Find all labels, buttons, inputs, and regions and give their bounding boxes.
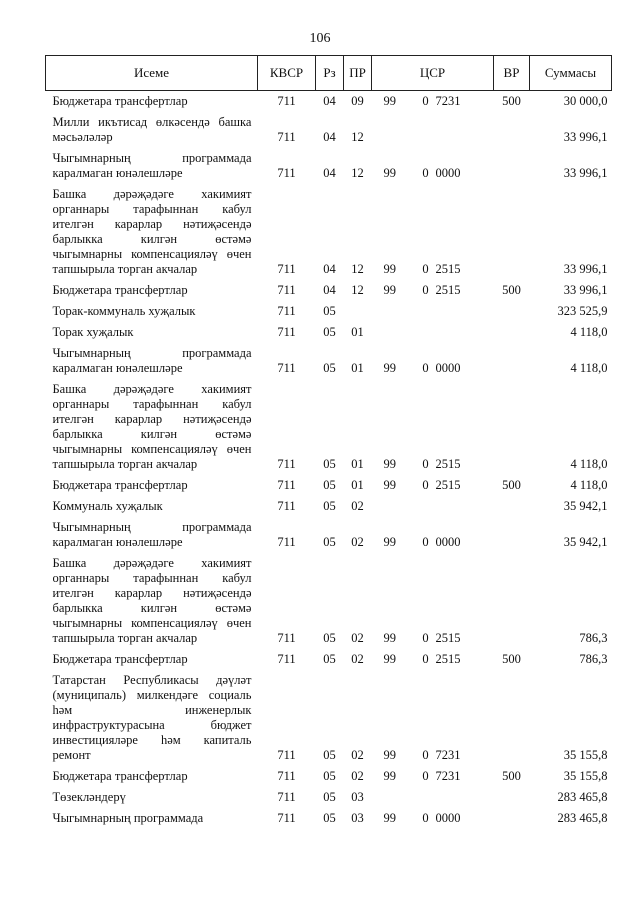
table-row [46, 808, 612, 829]
row-csr-program: 99 [383, 262, 396, 276]
row-kvsr: 711 [277, 478, 296, 492]
row-csr-subprogram: 0 [422, 631, 429, 645]
row-vr: 500 [502, 769, 521, 783]
row-kvsr: 711 [277, 457, 296, 471]
row-rz: 05 [323, 790, 336, 804]
page-number: 106 [309, 31, 331, 46]
row-csr-subprogram: 0 [422, 769, 429, 783]
row-sum: 4 118,0 [570, 361, 608, 375]
row-vr [494, 517, 530, 553]
table-row [46, 787, 612, 808]
row-kvsr: 711 [277, 361, 296, 375]
row-pr: 12 [351, 262, 364, 276]
row-rz: 05 [323, 652, 336, 666]
row-sum: 35 155,8 [563, 748, 608, 762]
table-row [46, 496, 612, 517]
row-name: Коммуналь хуҗалык [52, 499, 163, 513]
row-name: Татарстан Республикасы дәүләт (муниципаль) милкендәге социаль һәм инженерлык инфраструктурасына бюджет инвестицияләре һәм капиталь ремонт [52, 673, 252, 762]
row-name: Чыгымнарның программада каралмаган юнәлешләре [52, 520, 252, 549]
row-sum: 283 465,8 [557, 790, 608, 804]
row-pr: 02 [351, 499, 364, 513]
row-pr: 12 [351, 130, 364, 144]
row-rz: 04 [323, 130, 336, 144]
row-vr: 500 [502, 652, 521, 666]
row-csr-program: 99 [383, 811, 396, 825]
row-sum: 35 942,1 [563, 499, 608, 513]
row-sum: 323 525,9 [557, 304, 608, 318]
row-vr [494, 787, 530, 808]
row-csr-direction: 2515 [435, 283, 461, 297]
row-csr-direction: 2515 [435, 478, 461, 492]
row-pr: 03 [351, 790, 364, 804]
row-csr-direction: 7231 [435, 748, 461, 762]
row-sum: 35 155,8 [563, 769, 608, 783]
table-row [46, 91, 612, 113]
row-csr-subprogram [416, 787, 436, 808]
table-row [46, 475, 612, 496]
row-name: Башка дәрәҗәдәге хакимият органнары тарафыннан кабул ителгән карарлар нәтиҗәсендә барлыкка килгән өстәмә чыгымнарны компенсацияләү өчен тапшырыла торган акчалар [52, 187, 252, 276]
row-sum: 786,3 [579, 652, 608, 666]
row-csr-program [372, 322, 416, 343]
row-csr-direction: 2515 [435, 457, 461, 471]
header-sum: Суммасы [530, 56, 612, 91]
row-csr-subprogram: 0 [422, 457, 429, 471]
row-pr: 09 [351, 94, 364, 108]
row-kvsr: 711 [277, 790, 296, 804]
row-csr-subprogram [416, 322, 436, 343]
row-csr-subprogram: 0 [422, 811, 429, 825]
row-rz: 05 [323, 535, 336, 549]
row-csr-direction [436, 322, 494, 343]
row-rz: 04 [323, 166, 336, 180]
row-csr-program [372, 787, 416, 808]
row-kvsr: 711 [277, 166, 296, 180]
table-body [46, 91, 612, 830]
row-csr-subprogram: 0 [422, 262, 429, 276]
row-name: Чыгымнарның программада [52, 811, 204, 825]
row-csr-direction [436, 301, 494, 322]
row-vr [494, 808, 530, 829]
row-sum: 283 465,8 [557, 811, 608, 825]
row-pr: 12 [351, 166, 364, 180]
row-csr-subprogram: 0 [422, 361, 429, 375]
row-name: Милли икътисад өлкәсендә башка мәсьәләләр [52, 115, 252, 144]
row-name: Чыгымнарның программада каралмаган юнәлешләре [52, 151, 252, 180]
row-name: Бюджетара трансфертлар [52, 478, 188, 492]
row-csr-program: 99 [383, 652, 396, 666]
row-csr-subprogram: 0 [422, 748, 429, 762]
table-row [46, 184, 612, 280]
row-rz: 05 [323, 748, 336, 762]
row-vr [494, 379, 530, 475]
row-csr-subprogram: 0 [422, 94, 429, 108]
row-sum: 35 942,1 [563, 535, 608, 549]
row-pr: 02 [351, 535, 364, 549]
row-vr [494, 184, 530, 280]
row-csr-subprogram [416, 301, 436, 322]
row-csr-subprogram [416, 496, 436, 517]
row-vr: 500 [502, 283, 521, 297]
table-row [46, 766, 612, 787]
row-name: Чыгымнарның программада каралмаган юнәлешләре [52, 346, 252, 375]
row-rz: 05 [323, 499, 336, 513]
row-rz: 05 [323, 325, 336, 339]
row-kvsr: 711 [277, 769, 296, 783]
row-vr: 500 [502, 478, 521, 492]
row-csr-direction [436, 112, 494, 148]
row-csr-program: 99 [383, 457, 396, 471]
row-vr [494, 553, 530, 649]
row-csr-direction: 0000 [435, 811, 461, 825]
budget-table [45, 55, 612, 829]
row-csr-direction: 7231 [435, 769, 461, 783]
row-kvsr: 711 [277, 499, 296, 513]
row-sum: 4 118,0 [570, 478, 608, 492]
row-csr-program [372, 496, 416, 517]
row-name: Бюджетара трансфертлар [52, 283, 188, 297]
row-vr [494, 322, 530, 343]
table-row [46, 301, 612, 322]
row-name: Торак хуҗалык [52, 325, 134, 339]
row-csr-direction: 2515 [435, 631, 461, 645]
row-pr: 01 [351, 457, 364, 471]
row-pr: 02 [351, 748, 364, 762]
table-row [46, 379, 612, 475]
table-row [46, 322, 612, 343]
row-csr-direction [436, 787, 494, 808]
row-csr-program: 99 [383, 94, 396, 108]
row-kvsr: 711 [277, 304, 296, 318]
row-kvsr: 711 [277, 94, 296, 108]
table-row [46, 343, 612, 379]
table-row [46, 517, 612, 553]
row-pr: 01 [351, 361, 364, 375]
row-sum: 30 000,0 [563, 94, 608, 108]
row-csr-direction: 0000 [435, 535, 461, 549]
row-rz: 04 [323, 262, 336, 276]
table-row [46, 148, 612, 184]
row-pr: 12 [351, 283, 364, 297]
row-rz: 05 [323, 304, 336, 318]
row-vr [494, 496, 530, 517]
row-name: Бюджетара трансфертлар [52, 769, 188, 783]
table-row [46, 553, 612, 649]
row-sum: 33 996,1 [563, 130, 608, 144]
row-pr [344, 301, 372, 322]
row-vr [494, 148, 530, 184]
row-csr-subprogram: 0 [422, 535, 429, 549]
row-sum: 33 996,1 [563, 166, 608, 180]
row-kvsr: 711 [277, 325, 296, 339]
row-rz: 05 [323, 769, 336, 783]
row-csr-direction [436, 496, 494, 517]
row-sum: 4 118,0 [570, 325, 608, 339]
row-csr-direction: 2515 [435, 262, 461, 276]
row-csr-program: 99 [383, 283, 396, 297]
row-sum: 33 996,1 [563, 283, 608, 297]
row-csr-program: 99 [383, 478, 396, 492]
row-name: Башка дәрәҗәдәге хакимият органнары тарафыннан кабул ителгән карарлар нәтиҗәсендә барлыкка килгән өстәмә чыгымнарны компенсацияләү өчен тапшырыла торган акчалар [52, 556, 252, 645]
table-row [46, 280, 612, 301]
row-rz: 05 [323, 631, 336, 645]
row-vr [494, 670, 530, 766]
row-csr-program [372, 301, 416, 322]
row-kvsr: 711 [277, 811, 296, 825]
row-csr-program: 99 [383, 535, 396, 549]
row-kvsr: 711 [277, 283, 296, 297]
table-row [46, 112, 612, 148]
row-pr: 01 [351, 478, 364, 492]
header-name: Исеме [46, 56, 258, 91]
row-vr: 500 [502, 94, 521, 108]
row-kvsr: 711 [277, 262, 296, 276]
row-vr [494, 112, 530, 148]
row-kvsr: 711 [277, 652, 296, 666]
row-vr [494, 343, 530, 379]
row-csr-subprogram: 0 [422, 283, 429, 297]
row-rz: 05 [323, 811, 336, 825]
row-rz: 04 [323, 283, 336, 297]
row-name: Бюджетара трансфертлар [52, 652, 188, 666]
header-csr: ЦСР [372, 56, 494, 91]
row-pr: 01 [351, 325, 364, 339]
row-pr: 02 [351, 652, 364, 666]
row-kvsr: 711 [277, 130, 296, 144]
row-csr-direction: 2515 [435, 652, 461, 666]
row-vr [494, 301, 530, 322]
row-csr-direction: 7231 [435, 94, 461, 108]
row-pr: 03 [351, 811, 364, 825]
header-rz: Рз [316, 56, 344, 91]
row-rz: 05 [323, 478, 336, 492]
header-kvsr: КВСР [258, 56, 316, 91]
row-kvsr: 711 [277, 631, 296, 645]
table-row [46, 649, 612, 670]
row-csr-subprogram: 0 [422, 166, 429, 180]
row-rz: 04 [323, 94, 336, 108]
row-csr-program: 99 [383, 769, 396, 783]
row-csr-direction: 0000 [435, 361, 461, 375]
row-csr-program: 99 [383, 748, 396, 762]
row-name: Бюджетара трансфертлар [52, 94, 188, 108]
row-csr-program: 99 [383, 361, 396, 375]
row-csr-program [372, 112, 416, 148]
row-name: Торак-коммуналь хуҗалык [52, 304, 196, 318]
row-name: Төзекләндерү [52, 790, 126, 804]
row-csr-program: 99 [383, 631, 396, 645]
header-vr: ВР [494, 56, 530, 91]
row-rz: 05 [323, 361, 336, 375]
row-sum: 4 118,0 [570, 457, 608, 471]
row-csr-direction: 0000 [435, 166, 461, 180]
row-pr: 02 [351, 631, 364, 645]
row-pr: 02 [351, 769, 364, 783]
row-kvsr: 711 [277, 748, 296, 762]
row-csr-program: 99 [383, 166, 396, 180]
row-csr-subprogram: 0 [422, 478, 429, 492]
header-pr: ПР [344, 56, 372, 91]
row-sum: 786,3 [579, 631, 608, 645]
table-row [46, 670, 612, 766]
row-rz: 05 [323, 457, 336, 471]
row-csr-subprogram [416, 112, 436, 148]
table-header [46, 56, 612, 91]
row-sum: 33 996,1 [563, 262, 608, 276]
row-name: Башка дәрәҗәдәге хакимият органнары тарафыннан кабул ителгән карарлар нәтиҗәсендә барлыкка килгән өстәмә чыгымнарны компенсацияләү өчен тапшырыла торган акчалар [52, 382, 252, 471]
row-csr-subprogram: 0 [422, 652, 429, 666]
row-kvsr: 711 [277, 535, 296, 549]
